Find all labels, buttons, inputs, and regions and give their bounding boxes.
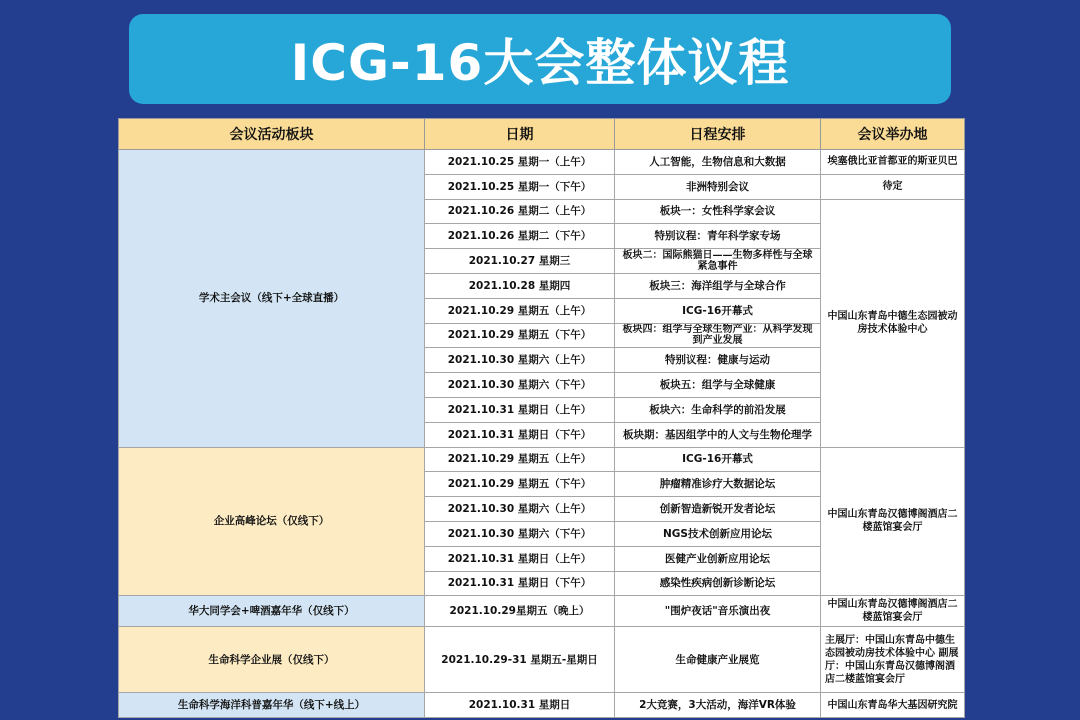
- venue-cell: 中国山东青岛中德生态园被动房技术体验中心: [821, 199, 965, 447]
- row-event: 板块一：女性科学家会议: [615, 199, 821, 224]
- row-date: 2021.10.31 星期日（上午）: [425, 546, 615, 571]
- header-date: 日期: [425, 119, 615, 150]
- row-event: NGS技术创新应用论坛: [615, 521, 821, 546]
- section-carnival: 生命科学海洋科普嘉年华（线下+线上）: [119, 693, 425, 718]
- row-event: 特别议程：健康与运动: [615, 348, 821, 373]
- row-event: 板块三：海洋组学与全球合作: [615, 273, 821, 298]
- table-row: [119, 150, 965, 175]
- row-event: "围炉夜话"音乐演出夜: [615, 596, 821, 627]
- row-date: 2021.10.29星期五（晚上）: [425, 596, 615, 627]
- table-row: [119, 596, 965, 627]
- section-enterprise: 企业高峰论坛（仅线下）: [119, 447, 425, 596]
- row-date: 2021.10.30 星期六（上午）: [425, 497, 615, 522]
- row-date: 2021.10.31 星期日（下午）: [425, 422, 615, 447]
- row-event: 生命健康产业展览: [615, 627, 821, 693]
- section-academic: 学术主会议（线下+全球直播）: [119, 150, 425, 448]
- row-event: 2大竞赛，3大活动，海洋VR体验: [615, 693, 821, 718]
- row-date: 2021.10.26 星期二（下午）: [425, 224, 615, 249]
- row-date: 2021.10.29 星期五（下午）: [425, 472, 615, 497]
- venue-cell: 中国山东青岛汉德博阁酒店二楼蓝馆宴会厅: [821, 596, 965, 627]
- row-date: 2021.10.29 星期五（上午）: [425, 447, 615, 472]
- venue-cell: 中国山东青岛华大基因研究院: [821, 693, 965, 718]
- row-date: 2021.10.29 星期五（下午）: [425, 323, 615, 348]
- row-event: 板块五：组学与全球健康: [615, 373, 821, 398]
- title-banner: [129, 14, 951, 104]
- venue-cell: 埃塞俄比亚首都亚的斯亚贝巴: [821, 150, 965, 175]
- table-row: [119, 693, 965, 718]
- row-date: 2021.10.31 星期日: [425, 693, 615, 718]
- row-event: 人工智能，生物信息和大数据: [615, 150, 821, 175]
- header-section: 会议活动板块: [119, 119, 425, 150]
- row-event: ICG-16开幕式: [615, 298, 821, 323]
- row-event: 肿瘤精准诊疗大数据论坛: [615, 472, 821, 497]
- page-title: ICG-16大会整体议程: [290, 34, 790, 92]
- agenda-table-container: [118, 118, 964, 718]
- row-date: 2021.10.30 星期六（下午）: [425, 373, 615, 398]
- row-date: 2021.10.30 星期六（上午）: [425, 348, 615, 373]
- header-schedule: 日程安排: [615, 119, 821, 150]
- row-date: 2021.10.31 星期日（下午）: [425, 571, 615, 596]
- row-date: 2021.10.28 星期四: [425, 273, 615, 298]
- row-date: 2021.10.29-31 星期五-星期日: [425, 627, 615, 693]
- row-event: 板块四：组学与全球生物产业：从科学发现到产业发展: [615, 323, 821, 348]
- section-expo: 生命科学企业展（仅线下）: [119, 627, 425, 693]
- section-gala: 华大同学会+啤酒嘉年华（仅线下）: [119, 596, 425, 627]
- venue-cell: 待定: [821, 174, 965, 199]
- row-event: 医健产业创新应用论坛: [615, 546, 821, 571]
- row-date: 2021.10.25 星期一（上午）: [425, 150, 615, 175]
- row-event: 特别议程：青年科学家专场: [615, 224, 821, 249]
- table-header-row: [119, 119, 965, 150]
- row-event: 板块二：国际熊猫日——生物多样性与全球紧急事件: [615, 249, 821, 274]
- row-date: 2021.10.30 星期六（下午）: [425, 521, 615, 546]
- row-date: 2021.10.27 星期三: [425, 249, 615, 274]
- table-row: [119, 627, 965, 693]
- venue-cell: 中国山东青岛汉德博阁酒店二楼蓝馆宴会厅: [821, 447, 965, 596]
- row-event: 非洲特别会议: [615, 174, 821, 199]
- row-event: 感染性疾病创新诊断论坛: [615, 571, 821, 596]
- table-row: [119, 447, 965, 472]
- row-event: ICG-16开幕式: [615, 447, 821, 472]
- row-date: 2021.10.25 星期一（下午）: [425, 174, 615, 199]
- row-event: 板块六：生命科学的前沿发展: [615, 397, 821, 422]
- row-date: 2021.10.29 星期五（上午）: [425, 298, 615, 323]
- row-date: 2021.10.26 星期二（上午）: [425, 199, 615, 224]
- agenda-table: [118, 118, 965, 718]
- row-date: 2021.10.31 星期日（上午）: [425, 397, 615, 422]
- row-event: 创新智造新锐开发者论坛: [615, 497, 821, 522]
- row-event: 板块期：基因组学中的人文与生物伦理学: [615, 422, 821, 447]
- header-venue: 会议举办地: [821, 119, 965, 150]
- venue-cell: 主展厅：中国山东青岛中德生态园被动房技术体验中心 副展厅：中国山东青岛汉德博阁酒店二楼蓝馆宴会厅: [821, 627, 965, 693]
